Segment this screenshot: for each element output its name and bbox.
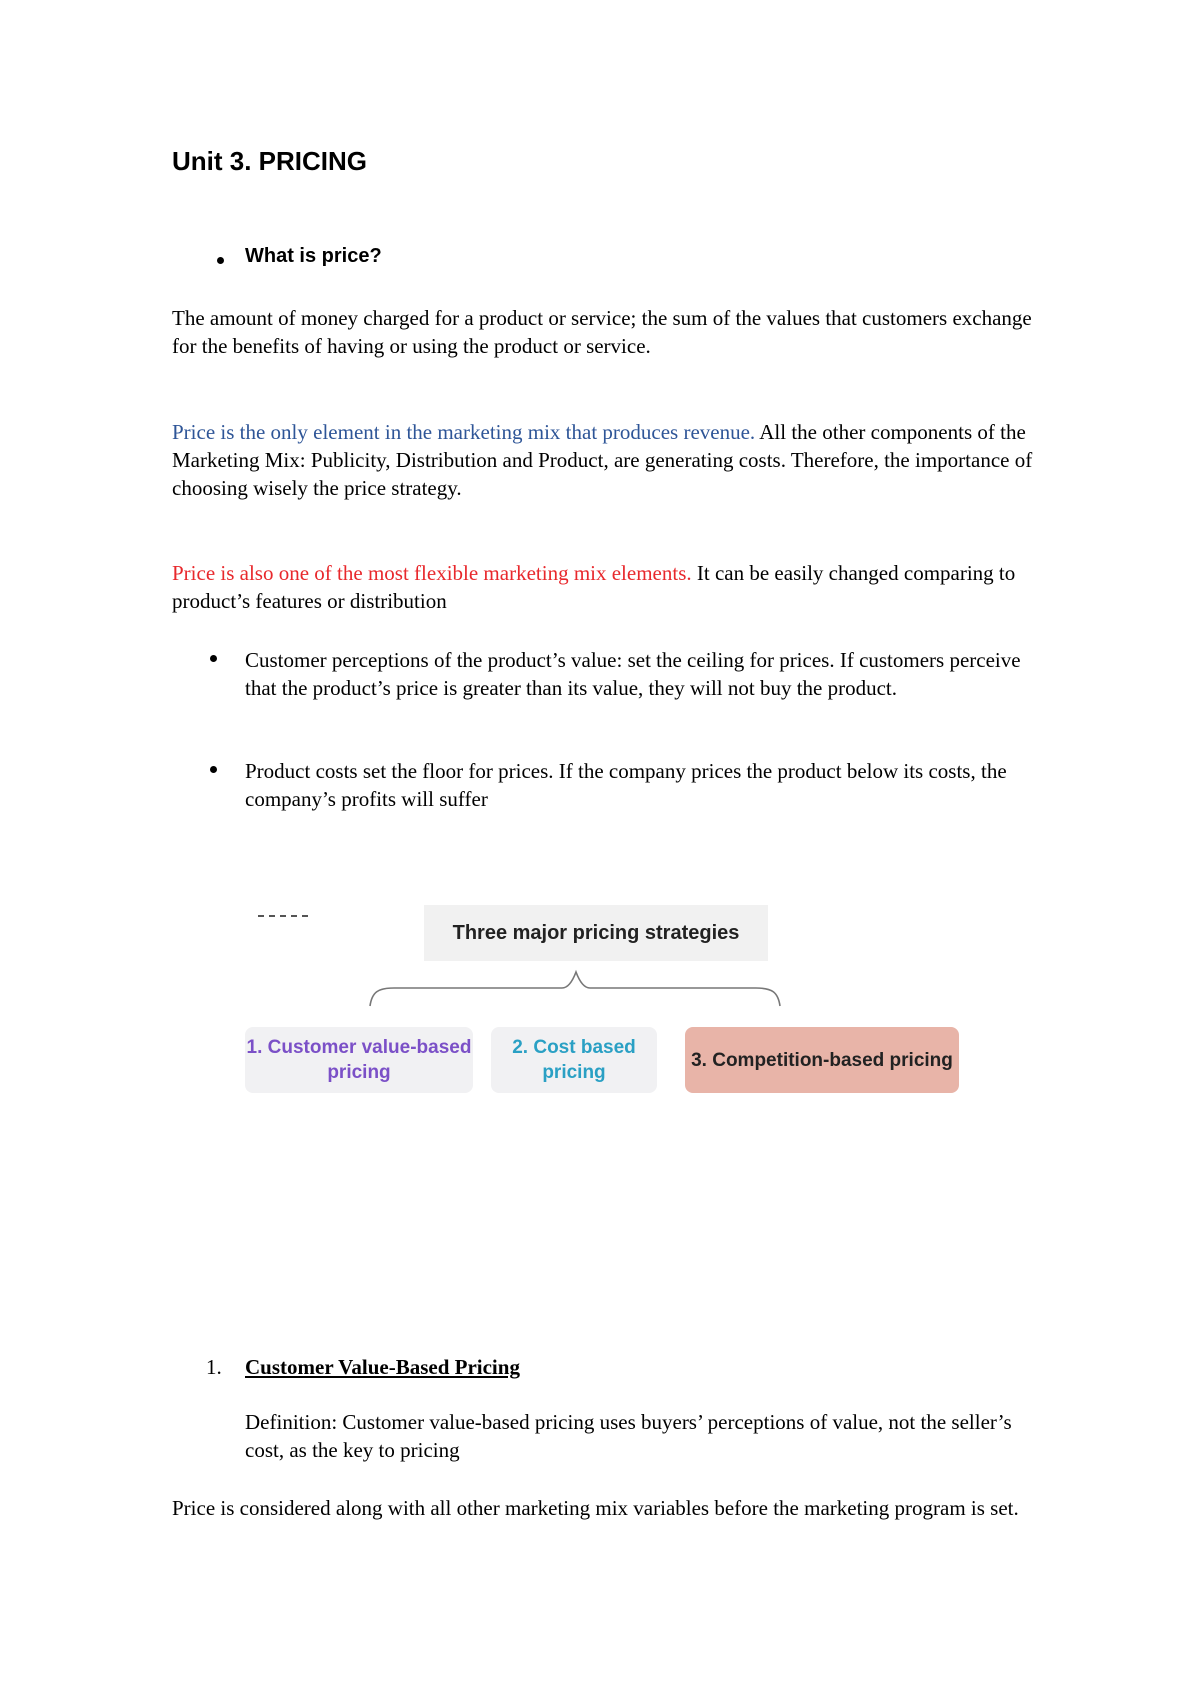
revenue-paragraph	[172, 418, 1052, 502]
revenue-highlight: Price is the only element in the marketing mix that produces revenue.	[172, 420, 756, 444]
revenue-text: All the other components of the Marketing Mix: Publicity, Distribution and Product, are generating costs. Therefore, the importance of choosing wisely the price strategy.	[172, 420, 1033, 500]
flexibility-paragraph	[172, 559, 1052, 615]
page-title: Unit 3. PRICING	[172, 146, 368, 176]
section-closing-paragraph: Price is considered along with all other marketing mix variables before the marketing program is set.	[172, 1496, 1019, 1520]
question-heading: What is price?	[245, 245, 382, 267]
section-definition: Definition: Customer value-based pricing uses buyers’ perceptions of value, not the seller’s cost, as the key to pricing	[245, 1410, 1012, 1462]
bullet-dot	[217, 257, 224, 264]
section-heading: Customer Value-Based Pricing	[245, 1355, 520, 1379]
diagram-title: Three major pricing strategies	[424, 905, 768, 961]
flexibility-highlight: Price is also one of the most flexible marketing mix elements.	[172, 561, 692, 585]
definition-paragraph: The amount of money charged for a product or service; the sum of the values that customers exchange for the benefits of having or using the product or service.	[172, 306, 1032, 358]
section-number: 1.	[206, 1355, 222, 1379]
bullet-item: Product costs set the floor for prices. If the company prices the product below its costs, the company’s profits will suffer	[245, 759, 1007, 811]
diagram-brace	[366, 962, 786, 1012]
diagram-dash	[258, 915, 308, 919]
bullet-dot	[210, 655, 217, 662]
strategy-box-customer-value: 1. Customer value-based pricing	[245, 1027, 473, 1093]
strategy-box-competition-based: 3. Competition-based pricing	[685, 1027, 959, 1093]
flexibility-text: It can be easily changed comparing to product’s features or distribution	[172, 561, 1016, 613]
strategy-box-cost-based: 2. Cost based pricing	[491, 1027, 657, 1093]
bullet-dot	[210, 766, 217, 773]
bullet-item: Customer perceptions of the product’s value: set the ceiling for prices. If customers perceive that the product’s price is greater than its value, they will not buy the product.	[245, 648, 1021, 700]
